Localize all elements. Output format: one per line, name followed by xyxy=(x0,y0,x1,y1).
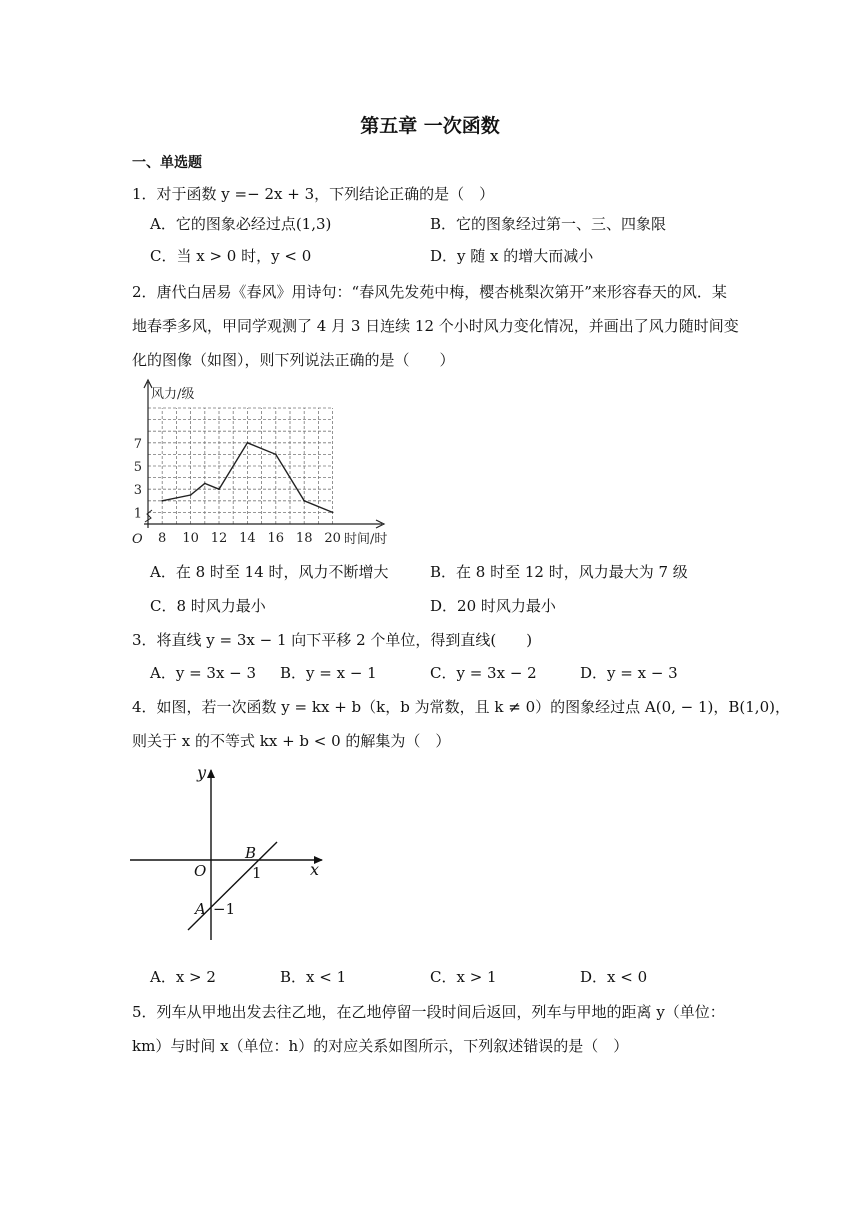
question-3-stem: 3．将直线 y = 3x − 1 向下平移 2 个单位，得到直线( ) xyxy=(132,631,533,649)
wind-data-point xyxy=(218,488,220,490)
x-tick-label: 14 xyxy=(239,531,256,546)
question-1-stem: 1．对于函数 y =− 2x + 3，下列结论正确的是（ ） xyxy=(132,185,495,203)
point-b-label: B xyxy=(245,844,257,862)
y-tick-label: 1 xyxy=(133,506,142,522)
x-tick-label: 10 xyxy=(182,531,199,546)
question-5-line-2: km）与时间 x（单位：h）的对应关系如图所示，下列叙述错误的是（ ） xyxy=(132,1037,629,1055)
question-2-option-d: D．20 时风力最小 xyxy=(430,597,556,615)
x-tick-label: 8 xyxy=(158,531,167,546)
question-1-option-d: D．y 随 x 的增大而减小 xyxy=(430,247,594,265)
y-tick-label: 7 xyxy=(133,436,142,452)
question-3-option-a: A．y = 3x − 3 xyxy=(150,664,257,682)
question-3-option-d: D．y = x − 3 xyxy=(580,664,678,682)
question-3-option-c: C．y = 3x − 2 xyxy=(430,664,537,682)
wind-data-point xyxy=(275,454,277,456)
wind-data-point xyxy=(161,500,163,502)
question-2-option-c: C．8 时风力最小 xyxy=(150,597,266,615)
question-2-line-2: 地春季多风，甲同学观测了 4 月 3 日连续 12 个小时风力变化情况，并画出了风力随时间变 xyxy=(132,317,739,335)
question-4-line-2: 则关于 x 的不等式 kx + b < 0 的解集为（ ） xyxy=(132,732,451,750)
question-2-option-a: A．在 8 时至 14 时，风力不断增大 xyxy=(150,563,389,581)
question-3-option-b: B．y = x − 1 xyxy=(280,664,377,682)
y-axis-label: 风力/级 xyxy=(151,387,195,402)
wind-data-point xyxy=(247,442,249,444)
question-1-option-a: A．它的图象必经过点(1,3) xyxy=(150,215,332,233)
question-4-option-b: B．x < 1 xyxy=(280,968,347,986)
wind-data-point xyxy=(332,512,334,514)
wind-data-point xyxy=(204,483,206,485)
tick-label-one: 1 xyxy=(252,864,262,882)
question-1-option-b: B．它的图象经过第一、三、四象限 xyxy=(430,215,667,233)
x-tick-label: 12 xyxy=(210,531,228,546)
question-2-option-b: B．在 8 时至 12 时，风力最大为 7 级 xyxy=(430,563,688,581)
section-heading: 一、单选题 xyxy=(132,155,202,171)
y-axis-label: y xyxy=(197,763,207,782)
question-4-option-a: A．x > 2 xyxy=(150,968,216,986)
point-a-label: A xyxy=(195,900,206,918)
tick-label-neg-one: −1 xyxy=(213,900,236,918)
question-4-option-c: C．x > 1 xyxy=(430,968,497,986)
linear-function-figure xyxy=(125,762,330,947)
x-tick-label: 20 xyxy=(324,531,341,546)
y-tick-label: 5 xyxy=(133,460,142,475)
question-4-line-1: 4．如图，若一次函数 y = kx + b（k，b 为常数，且 k ≠ 0）的图象经过点 A(0, − 1)，B(1,0)， xyxy=(132,698,790,716)
question-2-line-3: 化的图像（如图），则下列说法正确的是（ ） xyxy=(132,351,455,369)
x-tick-label: 16 xyxy=(267,531,285,546)
x-axis-label: x xyxy=(310,860,320,879)
question-4-option-d: D．x < 0 xyxy=(580,968,648,986)
question-5-line-1: 5．列车从甲地出发去往乙地，在乙地停留一段时间后返回，列车与甲地的距离 y（单位： xyxy=(132,1003,725,1021)
question-1-option-c: C．当 x > 0 时，y < 0 xyxy=(150,247,312,265)
y-tick-label: 3 xyxy=(133,483,142,499)
origin-label: O xyxy=(194,862,207,880)
x-axis-label: 时间/时 xyxy=(344,532,388,547)
wind-chart xyxy=(124,378,404,548)
question-2-line-1: 2．唐代白居易《春风》用诗句：“春风先发苑中梅，樱杏桃梨次第开”来形容春天的风．某 xyxy=(132,283,727,301)
origin-label: O xyxy=(132,532,143,547)
wind-data-point xyxy=(303,500,305,502)
page-title: 第五章 一次函数 xyxy=(360,115,500,137)
x-tick-label: 18 xyxy=(295,531,313,546)
wind-data-point xyxy=(190,494,192,496)
